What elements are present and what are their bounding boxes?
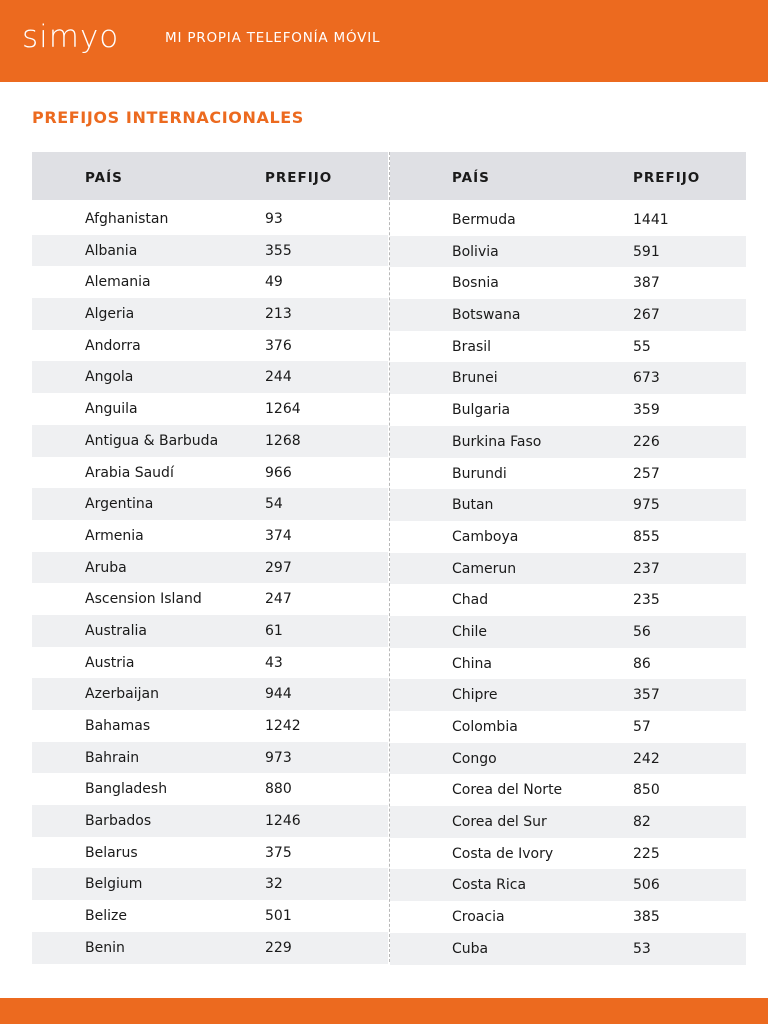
country-prefix: 355	[265, 242, 292, 259]
country-prefix: 880	[265, 781, 292, 798]
country-prefix: 49	[265, 274, 283, 291]
country-name: Belgium	[85, 876, 143, 893]
prefix-table-left	[32, 152, 388, 964]
country-prefix: 385	[633, 909, 660, 926]
country-prefix: 387	[633, 275, 660, 292]
table-row	[390, 743, 746, 775]
header-bar	[0, 0, 768, 82]
table-row	[32, 425, 388, 457]
table-row	[32, 393, 388, 425]
table-row	[390, 838, 746, 870]
country-name: Croacia	[452, 909, 505, 926]
page-title: PREFIJOS INTERNACIONALES	[32, 108, 304, 127]
table-row	[390, 489, 746, 521]
table-row	[390, 933, 746, 965]
table-row	[32, 457, 388, 489]
table-row	[32, 552, 388, 584]
header-tagline: MI PROPIA TELEFONÍA MÓVIL	[165, 30, 381, 46]
country-name: Armenia	[85, 527, 144, 544]
column-header-country: PAÍS	[85, 170, 123, 186]
country-prefix: 242	[633, 750, 660, 767]
country-name: Ascension Island	[85, 591, 202, 608]
country-name: Brasil	[452, 338, 492, 355]
country-name: Argentina	[85, 496, 154, 513]
table-row	[390, 679, 746, 711]
country-prefix: 1242	[265, 718, 301, 734]
country-prefix: 966	[265, 464, 292, 481]
table-row	[390, 458, 746, 490]
country-name: Barbados	[85, 813, 152, 830]
country-prefix: 237	[633, 560, 660, 577]
table-row	[32, 932, 388, 964]
country-prefix: 213	[265, 306, 292, 323]
country-prefix: 229	[265, 939, 292, 956]
country-prefix: 53	[633, 940, 651, 957]
country-name: Chile	[452, 623, 488, 640]
country-prefix: 850	[633, 782, 660, 799]
country-prefix: 56	[633, 623, 651, 640]
country-prefix: 855	[633, 528, 660, 545]
country-prefix: 54	[265, 496, 283, 513]
country-prefix: 297	[265, 559, 292, 576]
table-row	[32, 647, 388, 679]
country-prefix: 257	[633, 465, 660, 482]
country-prefix: 82	[633, 814, 651, 831]
table-row	[32, 361, 388, 393]
country-prefix: 1246	[265, 813, 301, 830]
country-prefix: 244	[265, 369, 292, 386]
column-header-prefix: PREFIJO	[633, 170, 701, 186]
country-name: Albania	[85, 242, 138, 259]
country-prefix: 1268	[265, 432, 301, 449]
country-prefix: 32	[265, 876, 283, 893]
country-name: Belize	[85, 908, 127, 925]
table-row	[32, 235, 388, 267]
table-row	[32, 678, 388, 710]
country-name: Chad	[452, 592, 489, 609]
country-prefix: 359	[633, 402, 660, 419]
table-row	[32, 615, 388, 647]
table-row	[390, 616, 746, 648]
country-name: Burkina Faso	[452, 433, 542, 450]
country-prefix: 235	[633, 592, 660, 609]
table-row	[390, 394, 746, 426]
country-name: Austria	[85, 654, 135, 671]
table-row	[32, 203, 388, 235]
country-name: Belarus	[85, 844, 138, 861]
table-row	[32, 900, 388, 932]
country-name: Bermuda	[452, 212, 516, 228]
country-prefix: 973	[265, 749, 292, 766]
table-rows	[32, 203, 388, 964]
country-prefix: 673	[633, 370, 660, 387]
country-name: Bosnia	[452, 275, 499, 292]
prefix-table-right	[390, 152, 746, 965]
country-prefix: 267	[633, 307, 660, 324]
country-name: Camerun	[452, 560, 517, 577]
country-name: Corea del Sur	[452, 814, 547, 831]
table-row	[32, 773, 388, 805]
country-prefix: 86	[633, 655, 651, 672]
country-name: Chipre	[452, 687, 498, 704]
country-name: Burundi	[452, 465, 507, 482]
table-rows	[390, 204, 746, 965]
column-header-prefix: PREFIJO	[265, 170, 333, 186]
country-prefix: 57	[633, 719, 651, 735]
country-name: Camboya	[452, 528, 519, 545]
country-prefix: 61	[265, 622, 283, 639]
country-name: Arabia Saudí	[85, 464, 174, 481]
country-name: Aruba	[85, 559, 127, 576]
table-row	[390, 204, 746, 236]
country-prefix: 225	[633, 845, 660, 862]
country-name: Corea del Norte	[452, 782, 563, 799]
country-name: Alemania	[85, 274, 151, 291]
table-row	[390, 774, 746, 806]
country-name: Cuba	[452, 940, 489, 957]
country-name: Costa Rica	[452, 877, 527, 894]
table-row	[390, 553, 746, 585]
country-prefix: 55	[633, 338, 651, 355]
country-name: Congo	[452, 750, 497, 767]
country-name: Benin	[85, 939, 125, 956]
country-prefix: 975	[633, 497, 660, 514]
country-name: Azerbaijan	[85, 686, 159, 703]
country-name: Andorra	[85, 337, 141, 354]
country-name: Anguila	[85, 401, 138, 418]
country-name: Angola	[85, 369, 134, 386]
country-prefix: 501	[265, 908, 292, 925]
country-name: China	[452, 655, 492, 672]
table-row	[32, 520, 388, 552]
country-prefix: 374	[265, 527, 292, 544]
table-row	[32, 298, 388, 330]
table-row	[390, 299, 746, 331]
country-prefix: 375	[265, 844, 292, 861]
country-name: Bahamas	[85, 718, 151, 734]
table-row	[390, 901, 746, 933]
country-prefix: 591	[633, 243, 660, 260]
country-prefix: 1264	[265, 401, 301, 418]
table-row	[32, 837, 388, 869]
table-row	[390, 806, 746, 838]
country-prefix: 93	[265, 211, 283, 227]
table-row	[390, 426, 746, 458]
country-name: Costa de Ivory	[452, 845, 554, 862]
country-name: Afghanistan	[85, 211, 169, 227]
country-name: Bolivia	[452, 243, 499, 260]
table-row	[390, 584, 746, 616]
country-prefix: 1441	[633, 212, 669, 228]
table-row	[390, 267, 746, 299]
country-name: Botswana	[452, 307, 521, 324]
table-row	[390, 362, 746, 394]
country-prefix: 506	[633, 877, 660, 894]
table-row	[32, 805, 388, 837]
simyo-logo: simyo	[22, 19, 120, 55]
table-row	[390, 648, 746, 680]
table-row	[390, 711, 746, 743]
footer-bar	[0, 998, 768, 1024]
country-prefix: 376	[265, 337, 292, 354]
country-prefix: 944	[265, 686, 292, 703]
country-name: Bangladesh	[85, 781, 168, 798]
country-prefix: 357	[633, 687, 660, 704]
country-name: Bulgaria	[452, 402, 511, 419]
country-name: Brunei	[452, 370, 498, 387]
country-prefix: 226	[633, 433, 660, 450]
table-header	[390, 152, 746, 200]
country-name: Antigua & Barbuda	[85, 432, 219, 449]
country-prefix: 43	[265, 654, 283, 671]
table-row	[32, 583, 388, 615]
table-row	[390, 331, 746, 363]
table-row	[390, 869, 746, 901]
country-name: Algeria	[85, 306, 135, 323]
table-row	[32, 868, 388, 900]
table-row	[32, 266, 388, 298]
country-name: Colombia	[452, 719, 518, 735]
country-name: Australia	[85, 622, 147, 639]
table-row	[32, 742, 388, 774]
column-header-country: PAÍS	[452, 170, 490, 186]
country-prefix: 247	[265, 591, 292, 608]
table-row	[32, 710, 388, 742]
country-name: Butan	[452, 497, 494, 514]
table-row	[32, 488, 388, 520]
table-row	[390, 236, 746, 268]
country-name: Bahrain	[85, 749, 140, 766]
table-header	[32, 152, 388, 200]
table-row	[32, 330, 388, 362]
table-row	[390, 521, 746, 553]
